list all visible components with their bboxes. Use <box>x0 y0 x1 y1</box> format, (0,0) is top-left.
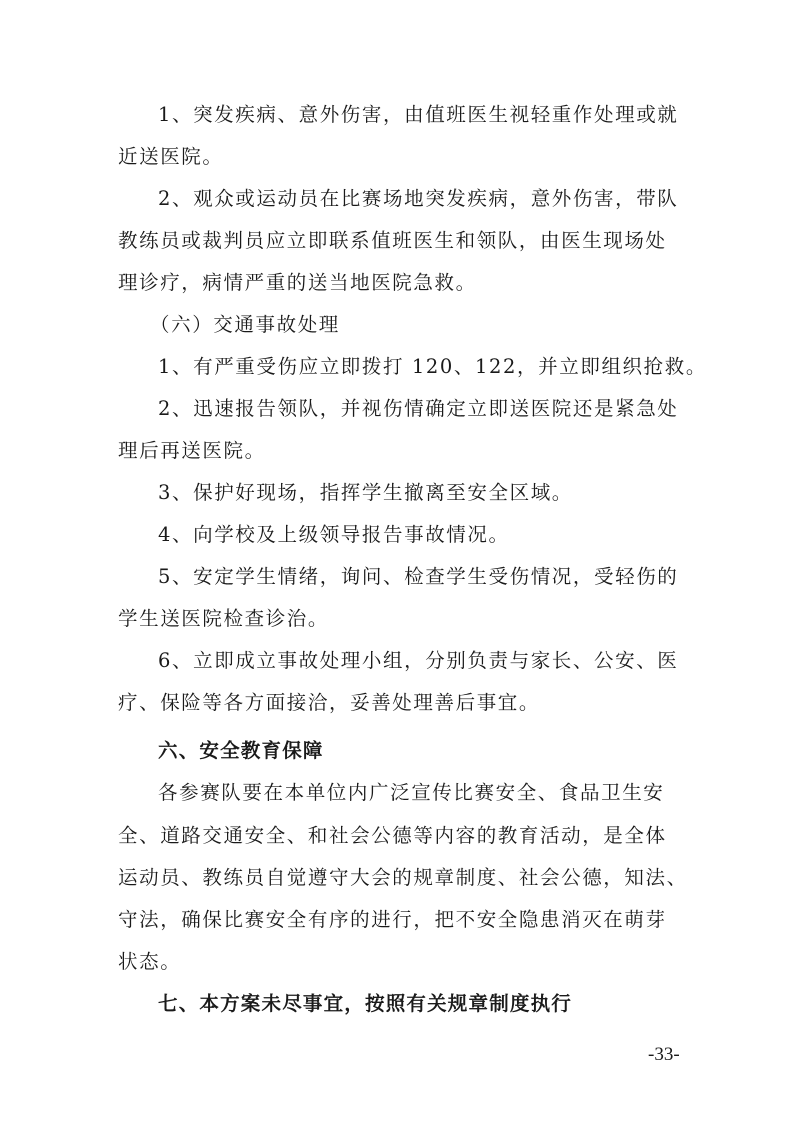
text-line: 5、安定学生情绪，询问、检查学生受伤情况，受轻伤的 <box>158 565 679 589</box>
section-heading: 六、安全教育保障 <box>158 739 324 763</box>
section-heading: 七、本方案未尽事宜，按照有关规章制度执行 <box>158 991 573 1015</box>
text-line: 2、迅速报告领队，并视伤情确定立即送医院还是紧急处 <box>158 397 679 421</box>
page-number: -33- <box>648 1044 680 1065</box>
text-line: 状态。 <box>118 949 182 973</box>
text-line: 运动员、教练员自觉遵守大会的规章制度、社会公德，知法、 <box>118 865 688 889</box>
text-line: 6、立即成立事故处理小组，分别负责与家长、公安、医 <box>158 649 679 673</box>
section-subheading: （六）交通事故处理 <box>150 313 340 337</box>
text-line: 教练员或裁判员应立即联系值班医生和领队，由医生现场处 <box>118 229 667 253</box>
text-line: 3、保护好现场，指挥学生撤离至安全区域。 <box>158 481 573 505</box>
text-line: 疗、保险等各方面接洽，妥善处理善后事宜。 <box>118 691 541 715</box>
text-line: 1、有严重受伤应立即拨打 120、122，并立即组织抢救。 <box>158 355 707 379</box>
text-line: 理后再送医院。 <box>118 439 266 463</box>
text-line: 守法，确保比赛安全有序的进行，把不安全隐患消灭在萌芽 <box>118 907 667 931</box>
text-line: 各参赛队要在本单位内广泛宣传比赛安全、食品卫生安 <box>158 781 665 805</box>
text-line: 4、向学校及上级领导报告事故情况。 <box>158 523 510 547</box>
text-line: 2、观众或运动员在比赛场地突发疾病，意外伤害，带队 <box>158 187 679 211</box>
text-line: 1、突发疾病、意外伤害，由值班医生视轻重作处理或就 <box>158 103 679 126</box>
text-line: 近送医院。 <box>118 145 224 169</box>
text-line: 学生送医院检查诊治。 <box>118 607 330 631</box>
text-line: 全、道路交通安全、和社会公德等内容的教育活动，是全体 <box>118 823 667 847</box>
text-line: 理诊疗，病情严重的送当地医院急救。 <box>118 271 477 295</box>
